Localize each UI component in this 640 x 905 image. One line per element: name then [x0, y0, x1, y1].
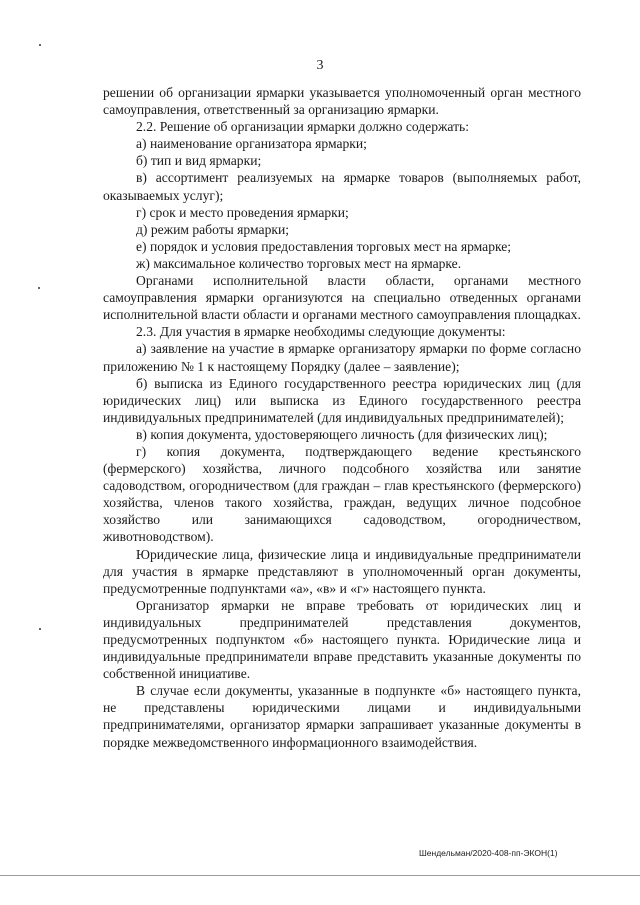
document-item-b: б) выписка из Единого государственного реестра юридических лиц (для юридических лиц) или выписка из Единого государственного реестра индивидуальных предпринимателей (для индивидуальных предпринимателей); — [103, 375, 581, 425]
list-item-a: а) наименование организатора ярмарки; — [136, 136, 367, 152]
scan-speck — [39, 44, 41, 46]
paragraph-continuation: решении об организации ярмарки указывается уполномоченный орган местного самоуправления, ответственный за организацию ярмарки. — [103, 85, 581, 118]
list-item-d: д) режим работы ярмарки; — [136, 221, 290, 237]
document-item-a: а) заявление на участие в ярмарке организатору ярмарки по форме согласно приложению № 1 к настоящему Порядку (далее – заявление); — [103, 341, 581, 374]
list-item-b: б) тип и вид ярмарки; — [136, 153, 262, 169]
paragraph-2-2: 2.2. Решение об организации ярмарки должно содержать: — [136, 119, 469, 135]
document-item-v: в) копия документа, удостоверяющего личность (для физических лиц); — [136, 426, 548, 442]
footer-divider — [0, 875, 640, 876]
document-body — [103, 84, 581, 751]
document-item-g: г) копия документа, подтверждающего ведение крестьянского (фермерского) хозяйства, личного подсобного хозяйства или занятие садоводством, огородничеством (для граждан – глав крестьянского (фермерского) хозяйства, членов такого хозяйства, граждан, ведущих личное подсобное хозяйство или занимающихся садоводством, огородничеством, животноводством). — [103, 443, 581, 545]
paragraph-interagency: В случае если документы, указанные в подпункте «б» настоящего пункта, не представлены юридическими лицами и индивидуальными предпринимателями, организатор ярмарки запрашивает указанные документы в порядке межведомственного информационного взаимодействия. — [103, 683, 581, 750]
scan-speck — [38, 287, 40, 289]
paragraph-submission: Юридические лица, физические лица и индивидуальные предприниматели для участия в ярмарке представляют в уполномоченный орган документы, предусмотренные подпунктами «а», «в» и «г» настоящего пункта. — [103, 546, 581, 596]
paragraph-2-3: 2.3. Для участия в ярмарке необходимы следующие документы: — [136, 324, 506, 340]
page-number: 3 — [316, 58, 324, 73]
list-item-e: е) порядок и условия предоставления торговых мест на ярмарке; — [136, 238, 512, 254]
list-item-g: г) срок и место проведения ярмарки; — [136, 204, 349, 220]
paragraph-organs: Органами исполнительной власти области, органами местного самоуправления ярмарки организуются на специально отведенных органами исполнительной власти области и органами местного самоуправления площадках. — [103, 273, 581, 323]
document-code: Шендельман/2020-408-пп-ЭКОН(1) — [419, 848, 558, 858]
paragraph-organizer: Организатор ярмарки не вправе требовать от юридических лиц и индивидуальных предпринимателей представления документов, предусмотренных подпунктом «б» настоящего пункта. Юридические лица и индивидуальные предприниматели вправе представить указанные документы по собственной инициативе. — [103, 597, 581, 682]
scan-speck — [39, 628, 41, 630]
list-item-v: в) ассортимент реализуемых на ярмарке товаров (выполняемых работ, оказываемых услуг); — [103, 170, 581, 203]
list-item-zh: ж) максимальное количество торговых мест на ярмарке. — [136, 255, 462, 271]
